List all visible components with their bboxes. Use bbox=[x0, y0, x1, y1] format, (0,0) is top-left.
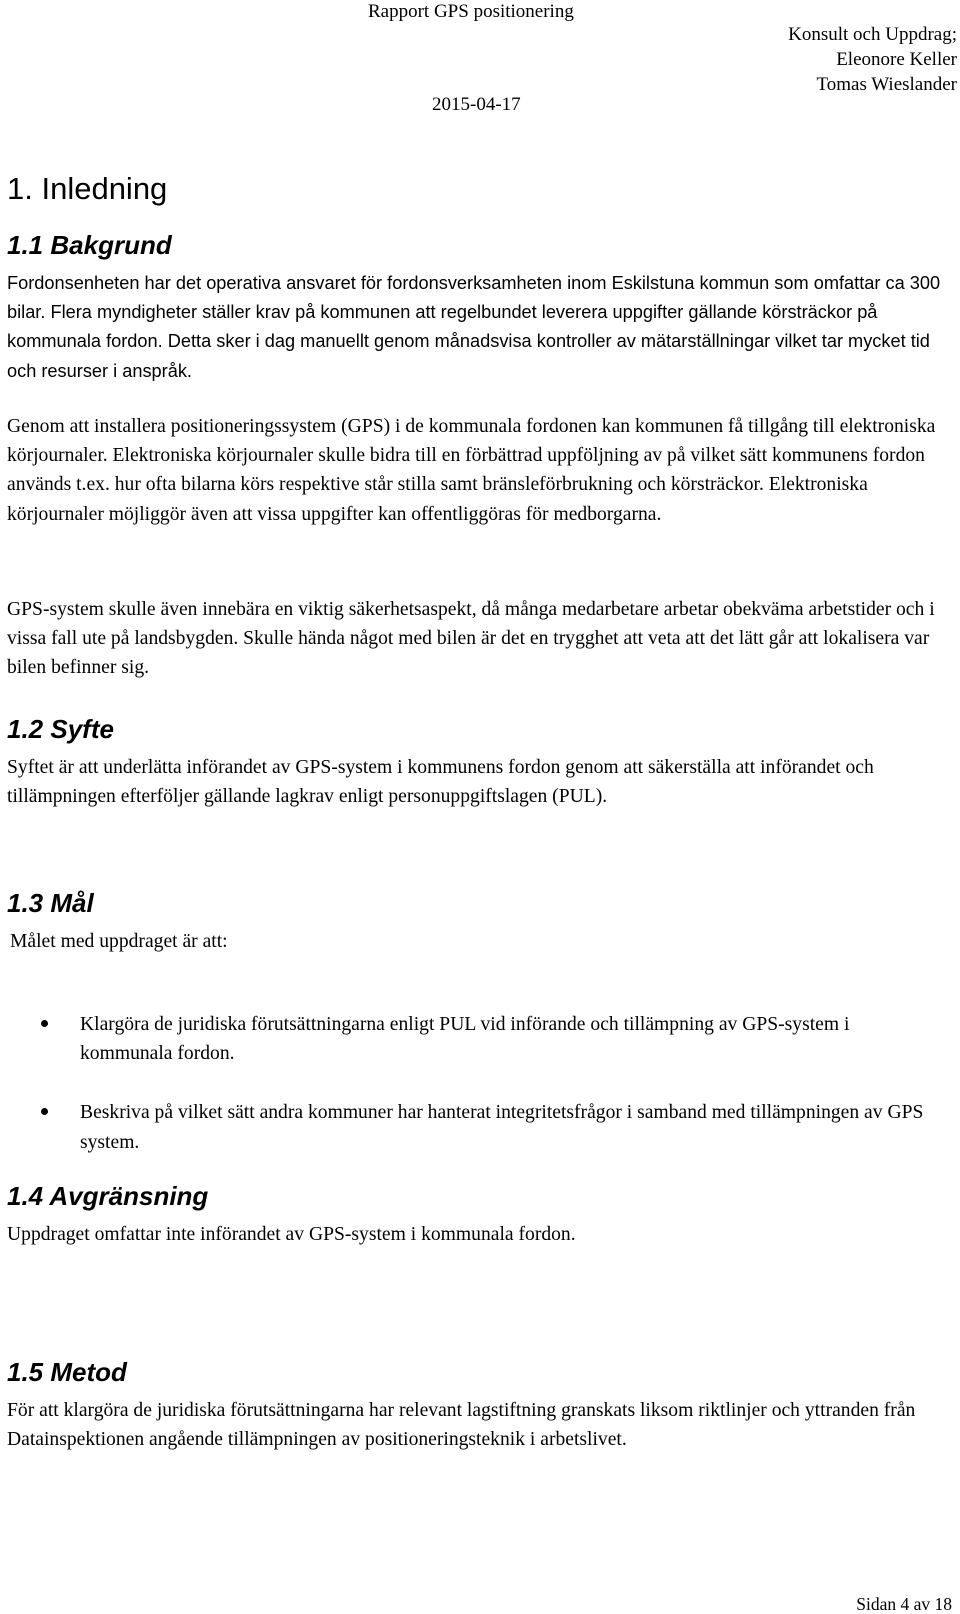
list-item bbox=[0, 1098, 940, 1156]
paragraph: Genom att installera positioneringssystem (GPS) i de kommunala fordonen kan kommunen få tillgång till elektroniska körjournaler. Elektroniska körjournaler skulle bidra till en förbättrad uppföljning av på vilket sätt kommunens fordon används t.ex. hur ofta bilarna körs respektive står stilla samt bränsleförbrukning och körsträckor. Elektroniska körjournaler möjliggör även att vissa uppgifter kan offentliggöras för medborgarna. bbox=[7, 416, 936, 525]
list-item-text: Beskriva på vilket sätt andra kommuner har hanterat integritetsfrågor i samband med tillämpningen av GPS system. bbox=[80, 1102, 924, 1153]
section-heading-metod: 1.5 Metod bbox=[7, 1357, 127, 1387]
author-line-3: Tomas Wieslander bbox=[816, 74, 957, 95]
section-heading-avgransning: 1.4 Avgränsning bbox=[7, 1181, 209, 1211]
paragraph: Fordonsenheten har det operativa ansvaret för fordonsverksamheten inom Eskilstuna kommun som omfattar ca 300 bilar. Flera myndigheter ställer krav på kommunen att regelbundet leverera uppgifter gällande körsträckor på kommunala fordon. Detta sker i dag manuellt genom månadsvisa kontroller av mätarställningar vilket tar mycket tid och resurser i anspråk. bbox=[7, 273, 941, 381]
paragraph: Syftet är att underlätta införandet av GPS-system i kommunens fordon genom att säkerställa att införandet och tillämpningen efterföljer gällande lagkrav enligt personuppgiftslagen (PUL). bbox=[7, 757, 874, 808]
goal-list bbox=[0, 1010, 960, 1157]
author-line-1: Konsult och Uppdrag; bbox=[788, 24, 957, 45]
report-date: 2015-04-17 bbox=[432, 94, 521, 115]
list-item bbox=[0, 1010, 940, 1068]
section-heading-bakgrund: 1.1 Bakgrund bbox=[7, 230, 172, 260]
bullet-icon bbox=[41, 1020, 48, 1027]
report-title: Rapport GPS positionering bbox=[368, 1, 574, 22]
section-heading-syfte: 1.2 Syfte bbox=[7, 714, 114, 744]
chapter-heading: 1. Inledning bbox=[7, 171, 168, 206]
page-number: Sidan 4 av 18 bbox=[856, 1594, 952, 1614]
author-block bbox=[788, 22, 957, 97]
paragraph: GPS-system skulle även innebära en viktig säkerhetsaspekt, då många medarbetare arbetar obekväma arbetstider och i vissa fall ute på landsbygden. Skulle hända något med bilen är det en trygghet att veta att det lätt går att lokalisera var bilen befinner sig. bbox=[7, 599, 935, 679]
bullet-icon bbox=[41, 1108, 48, 1115]
paragraph: Målet med uppdraget är att: bbox=[10, 931, 228, 952]
paragraph: För att klargöra de juridiska förutsättningarna har relevant lagstiftning granskats liksom riktlinjer och yttranden från Datainspektionen angående tillämpningen av positioneringsteknik i arbetslivet. bbox=[7, 1400, 916, 1451]
paragraph: Uppdraget omfattar inte införandet av GPS-system i kommunala fordon. bbox=[7, 1224, 576, 1245]
section-heading-mal: 1.3 Mål bbox=[7, 888, 94, 918]
author-line-2: Eleonore Keller bbox=[836, 49, 957, 70]
list-item-text: Klargöra de juridiska förutsättningarna enligt PUL vid införande och tillämpning av GPS-system i kommunala fordon. bbox=[80, 1014, 850, 1065]
